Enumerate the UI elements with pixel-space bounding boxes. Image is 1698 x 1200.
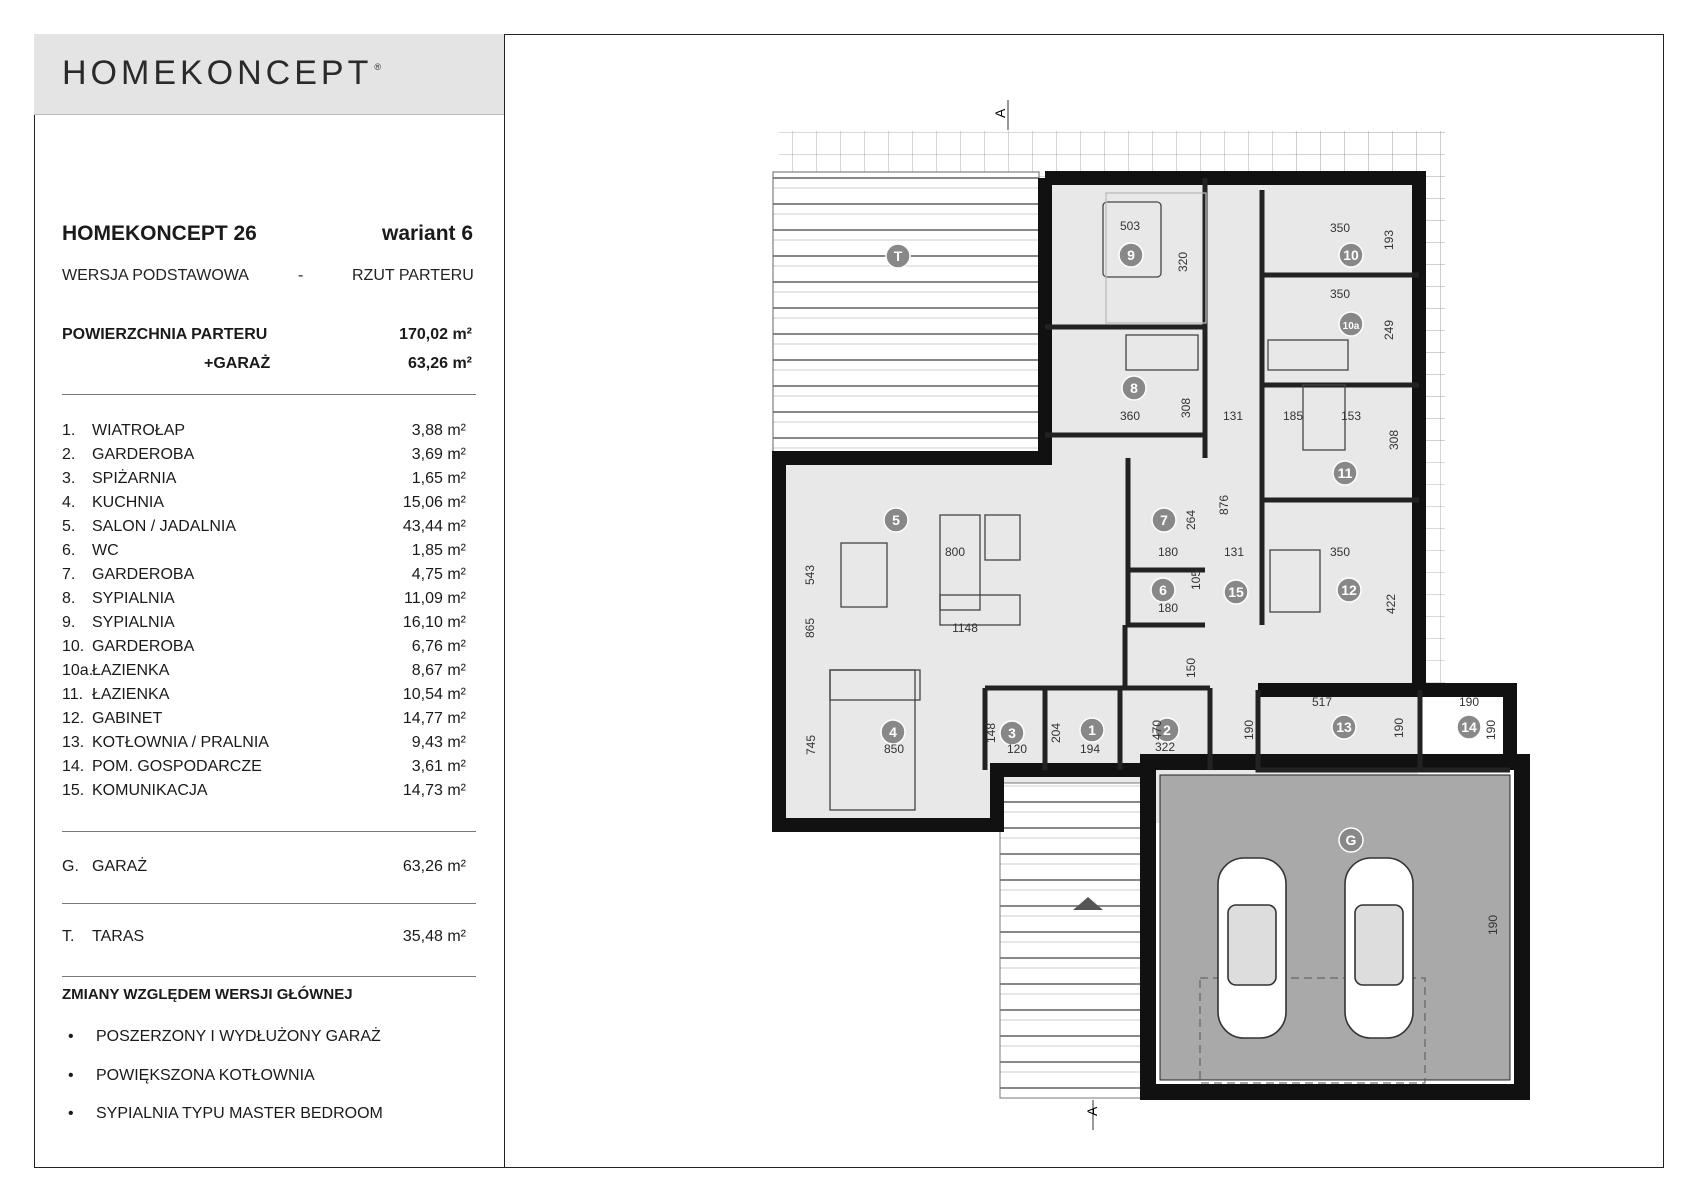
garage-area-label: +GARAŻ bbox=[204, 355, 271, 372]
room-row: 13. KOTŁOWNIA / PRALNIA 9,43 m² bbox=[62, 734, 466, 751]
svg-text:2: 2 bbox=[1163, 722, 1171, 738]
floor-plan bbox=[506, 35, 1663, 1167]
garage-area-value: 63,26 m² bbox=[407, 355, 472, 372]
svg-text:1: 1 bbox=[1088, 722, 1096, 738]
room-marker bbox=[881, 720, 905, 744]
project-variant: wariant 6 bbox=[382, 222, 474, 245]
room-row: 10. GARDEROBA 6,76 m² bbox=[62, 638, 466, 655]
dimension-label: 745 bbox=[804, 734, 818, 756]
car-right-icon bbox=[1345, 858, 1413, 1038]
room-row: 5. SALON / JADALNIA 43,44 m² bbox=[62, 518, 466, 535]
section-marker-bottom: A bbox=[1084, 1106, 1100, 1116]
svg-text:8: 8 bbox=[1130, 380, 1138, 396]
dimension-label: 190 bbox=[1484, 719, 1498, 741]
dimension-label: 517 bbox=[1311, 695, 1333, 709]
svg-text:11: 11 bbox=[1337, 465, 1353, 481]
garage-row: G. GARAŻ 63,26 m² bbox=[62, 858, 466, 875]
room-row: 12. GABINET 14,77 m² bbox=[62, 710, 466, 727]
dimension-label: 350 bbox=[1329, 221, 1351, 235]
brand-logo: HOMEKONCEPT ® bbox=[62, 54, 381, 92]
dimension-label: 148 bbox=[984, 722, 998, 744]
divider bbox=[62, 976, 476, 977]
dimension-label: 320 bbox=[1176, 251, 1190, 273]
svg-text:15: 15 bbox=[1228, 584, 1244, 600]
svg-text:4: 4 bbox=[889, 724, 897, 740]
room-marker bbox=[1337, 578, 1361, 602]
dimension-label: 308 bbox=[1179, 397, 1193, 419]
project-name: HOMEKONCEPT 26 bbox=[62, 222, 257, 245]
room-marker bbox=[1122, 376, 1146, 400]
svg-text:9: 9 bbox=[1127, 247, 1135, 263]
room-marker bbox=[884, 508, 908, 532]
dimension-label: 190 bbox=[1486, 914, 1500, 936]
dimension-label: 190 bbox=[1392, 717, 1406, 739]
dimension-label: 876 bbox=[1217, 494, 1231, 516]
dimension-label: 360 bbox=[1119, 409, 1141, 423]
info-panel: HOMEKONCEPT ® HOMEKONCEPT 26 wariant 6 WERSJA PODSTAWOWA - RZUT PARTERU POWIERZCHNIA PARTERU 170,02 m² +GARAŻ 63,26 m² 1. WIATROŁAP 3,88 m² 2. GARDEROBA 3,69 m² 3. SPIŻARNIA 1,65 m² 4. KUCHNIA 15,06 m² 5. SALON / JADALNIA 43,44 m² 6. WC 1,85 m² 7. GARDEROBA 4,75 m² 8. SYPIALNIA 11,09 m² 9. SYPIALNIA 16,10 m² 10. GARDEROBA 6,76 m² 10a. ŁAZIENKA 8,67 m² 11. ŁAZIENKA 10,54 m² 12. GABINET 14,77 m² 13. KOTŁOWNIA / PRALNIA 9,43 m² 14. POM. GOSPODARCZE 3,61 m² 15. KOMUNIKACJA 14,73 m² G. GARAŻ 63,26 m² T. TARAS 35,48 m² ZMIANY WZGLĘDEM WERSJI GŁÓWNEJ POSZERZONY I WYDŁUŻONY GARAŻ POWIĘKSZONA KOTŁOWNIA SYPIALNIA TYPU MASTER BEDROOM bbox=[34, 34, 505, 1168]
dimension-label: 249 bbox=[1382, 319, 1396, 341]
svg-text:T: T bbox=[893, 248, 903, 264]
section-marker-top: A bbox=[992, 108, 1008, 118]
dimension-label: 131 bbox=[1223, 545, 1245, 559]
dimension-label: 120 bbox=[1006, 742, 1028, 756]
room-marker bbox=[1332, 715, 1356, 739]
room-marker bbox=[1339, 243, 1363, 267]
room-marker bbox=[1339, 828, 1363, 852]
dimension-label: 150 bbox=[1184, 657, 1198, 679]
dimension-label: 105 bbox=[1189, 569, 1203, 591]
dimension-label: 204 bbox=[1049, 722, 1063, 744]
dimension-label: 800 bbox=[944, 545, 966, 559]
garage-floor bbox=[1160, 775, 1510, 1080]
terrace-row: T. TARAS 35,48 m² bbox=[62, 928, 466, 945]
svg-text:13: 13 bbox=[1336, 719, 1352, 735]
room-row: 2. GARDEROBA 3,69 m² bbox=[62, 446, 466, 463]
dimension-label: 308 bbox=[1387, 429, 1401, 451]
room-row: 8. SYPIALNIA 11,09 m² bbox=[62, 590, 466, 607]
logo-header bbox=[34, 34, 504, 115]
svg-text:G: G bbox=[1345, 832, 1357, 848]
svg-text:10: 10 bbox=[1343, 247, 1359, 263]
dimension-label: 131 bbox=[1222, 409, 1244, 423]
dimension-label: 264 bbox=[1184, 509, 1198, 531]
dimension-label: 180 bbox=[1157, 601, 1179, 615]
dimension-label: 470 bbox=[1150, 719, 1164, 741]
svg-text:10a: 10a bbox=[1342, 321, 1360, 332]
room-row: 6. WC 1,85 m² bbox=[62, 542, 466, 559]
dimension-label: 865 bbox=[803, 617, 817, 639]
room-marker bbox=[886, 244, 910, 268]
dimension-label: 1148 bbox=[952, 621, 978, 635]
room-row: 7. GARDEROBA 4,75 m² bbox=[62, 566, 466, 583]
room-marker bbox=[1339, 312, 1363, 336]
room-row: 1. WIATROŁAP 3,88 m² bbox=[62, 422, 466, 439]
dimension-label: 194 bbox=[1079, 742, 1101, 756]
version-separator: - bbox=[298, 267, 304, 284]
dimension-label: 180 bbox=[1157, 545, 1179, 559]
room-marker bbox=[1151, 578, 1175, 602]
svg-text:14: 14 bbox=[1461, 719, 1477, 735]
dimension-label: 185 bbox=[1282, 409, 1304, 423]
room-row: 3. SPIŻARNIA 1,65 m² bbox=[62, 470, 466, 487]
divider bbox=[62, 903, 476, 904]
room-row: 9. SYPIALNIA 16,10 m² bbox=[62, 614, 466, 631]
terrace-deck bbox=[773, 172, 1039, 455]
dimension-label: 190 bbox=[1242, 719, 1256, 741]
divider bbox=[62, 831, 476, 832]
svg-text:12: 12 bbox=[1341, 582, 1357, 598]
dimension-label: 850 bbox=[883, 742, 905, 756]
svg-text:6: 6 bbox=[1159, 582, 1167, 598]
dimension-label: 190 bbox=[1458, 695, 1480, 709]
room-row: 11. ŁAZIENKA 10,54 m² bbox=[62, 686, 466, 703]
room-row: 14. POM. GOSPODARCZE 3,61 m² bbox=[62, 758, 466, 775]
dimension-label: 503 bbox=[1119, 219, 1141, 233]
ground-area-label: POWIERZCHNIA PARTERU bbox=[62, 326, 268, 343]
svg-text:5: 5 bbox=[892, 512, 900, 528]
changes-title: ZMIANY WZGLĘDEM WERSJI GŁÓWNEJ bbox=[62, 986, 353, 1003]
room-marker bbox=[1224, 580, 1248, 604]
dimension-label: 322 bbox=[1154, 740, 1176, 754]
room-marker bbox=[1457, 715, 1481, 739]
dimension-label: 422 bbox=[1384, 593, 1398, 615]
dimension-label: 350 bbox=[1329, 545, 1351, 559]
room-marker bbox=[1333, 461, 1357, 485]
room-row: 10a. ŁAZIENKA 8,67 m² bbox=[62, 662, 466, 679]
svg-text:7: 7 bbox=[1160, 512, 1168, 528]
room-marker bbox=[1119, 243, 1143, 267]
dimension-label: 153 bbox=[1340, 409, 1362, 423]
car-left-icon bbox=[1218, 858, 1286, 1038]
dimension-label: 350 bbox=[1329, 287, 1351, 301]
project-view: RZUT PARTERU bbox=[352, 267, 474, 284]
room-row: 15. KOMUNIKACJA 14,73 m² bbox=[62, 782, 466, 799]
room-marker bbox=[1080, 718, 1104, 742]
entrance-steps bbox=[1000, 783, 1142, 1098]
dimension-label: 543 bbox=[803, 564, 817, 586]
room-marker bbox=[1152, 508, 1176, 532]
divider bbox=[62, 394, 476, 395]
svg-text:3: 3 bbox=[1008, 725, 1016, 741]
room-row: 4. KUCHNIA 15,06 m² bbox=[62, 494, 466, 511]
dimension-label: 193 bbox=[1382, 229, 1396, 251]
project-version: WERSJA PODSTAWOWA bbox=[62, 267, 249, 284]
ground-area-value: 170,02 m² bbox=[399, 326, 472, 343]
